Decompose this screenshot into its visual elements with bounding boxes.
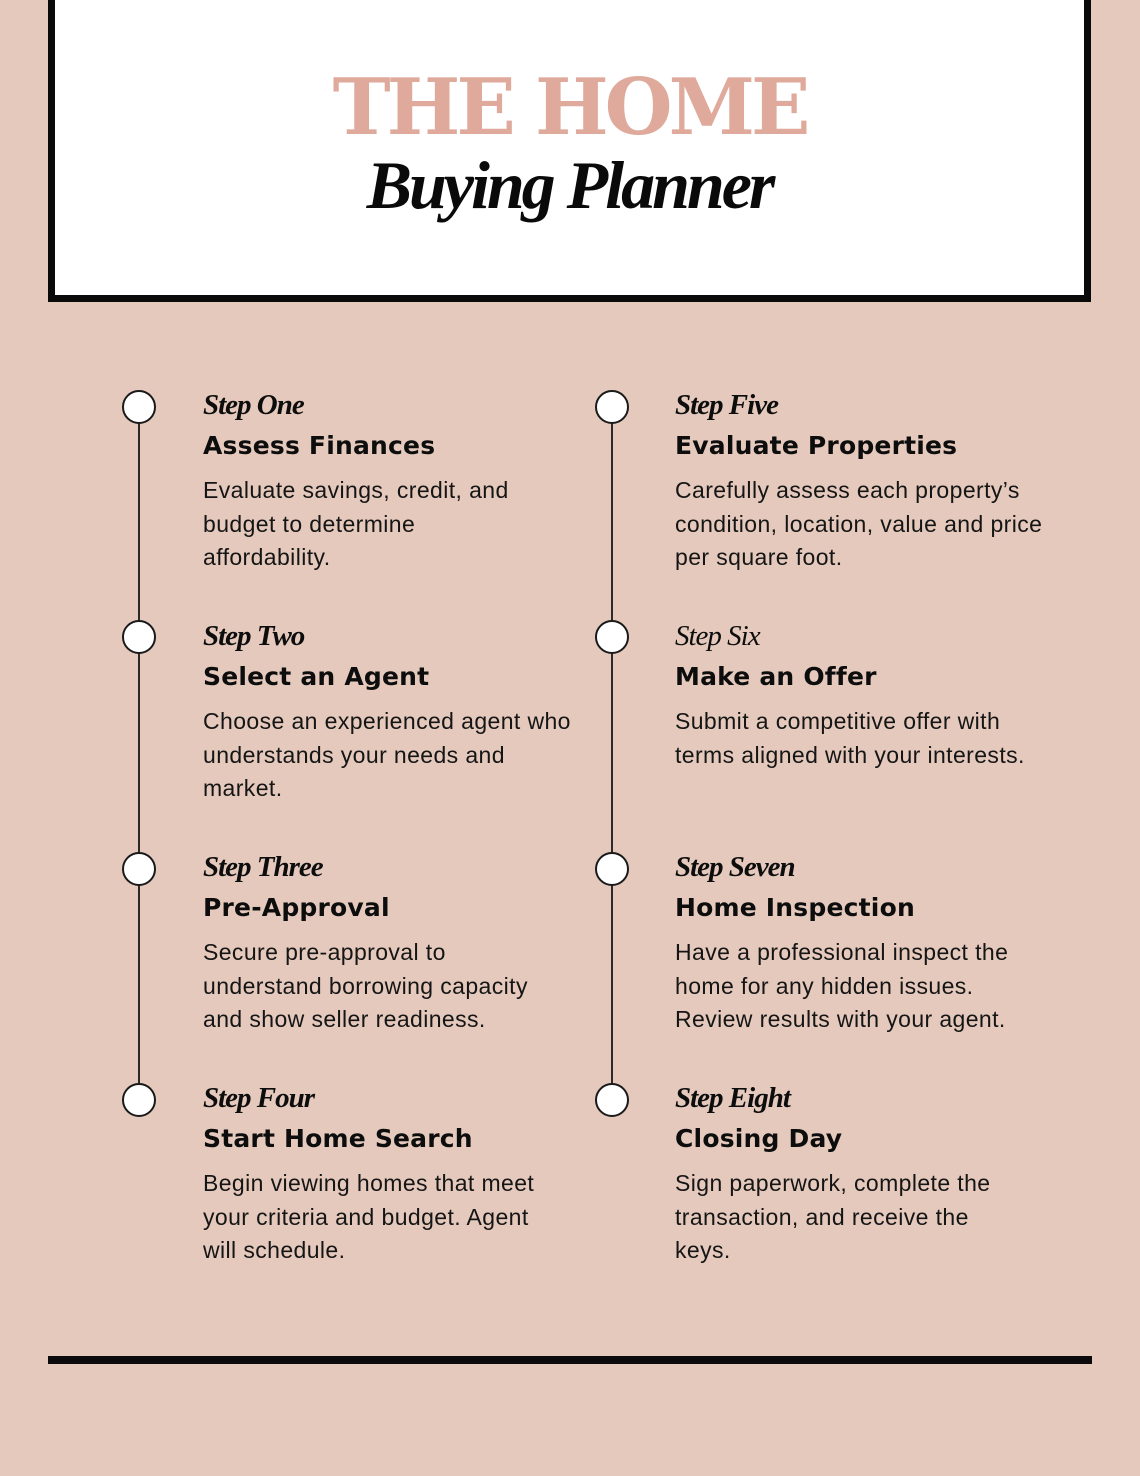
step-heading: Select an Agent [203,662,430,691]
step-marker-5 [595,390,629,424]
step-marker-7 [595,852,629,886]
step-marker-6 [595,620,629,654]
step-marker-2 [122,620,156,654]
step-marker-3 [122,852,156,886]
step-card-4 [203,1082,583,1268]
step-card-7 [675,851,1055,1037]
step-description: Sign paperwork, complete the transaction, and receive the keys. [675,1170,991,1263]
step-card-3 [203,851,583,1037]
page-title: THE HOME [332,62,807,153]
step-description: Begin viewing homes that meet your criteria and budget. Agent will schedule. [203,1170,535,1263]
step-label: Step Five [675,389,778,421]
step-description: Carefully assess each property’s condition, location, value and price per square foot. [675,477,1043,570]
step-label: Step Two [203,620,305,652]
step-marker-1 [122,390,156,424]
step-card-1 [203,389,583,575]
step-heading: Closing Day [675,1124,843,1153]
timeline-line-left [138,407,140,1100]
step-card-2 [203,620,583,806]
step-heading: Make an Offer [675,662,877,691]
step-label: Step Eight [675,1082,790,1114]
step-label: Step Four [203,1082,315,1114]
step-label: Step Seven [675,851,795,883]
step-card-8 [675,1082,1055,1268]
step-label: Step One [203,389,304,421]
title-banner [48,0,1091,302]
step-card-5 [675,389,1055,575]
step-marker-8 [595,1083,629,1117]
step-heading: Start Home Search [203,1124,473,1153]
step-description: Choose an experienced agent who understands your needs and market. [203,708,571,801]
step-card-6 [675,620,1055,772]
step-description: Secure pre-approval to understand borrowing capacity and show seller readiness. [203,939,528,1032]
step-heading: Home Inspection [675,893,915,922]
timeline-line-right [611,407,613,1100]
step-description: Have a professional inspect the home for any hidden issues. Review results with your agent. [675,939,1009,1032]
step-heading: Pre-Approval [203,893,390,922]
step-description: Submit a competitive offer with terms aligned with your interests. [675,708,1025,768]
footer-divider [48,1356,1092,1364]
step-heading: Assess Finances [203,431,436,460]
step-heading: Evaluate Properties [675,431,958,460]
step-description: Evaluate savings, credit, and budget to determine affordability. [203,477,509,570]
step-label: Step Six [675,620,760,652]
step-label: Step Three [203,851,323,883]
step-marker-4 [122,1083,156,1117]
page-subtitle: Buying Planner [366,147,773,223]
